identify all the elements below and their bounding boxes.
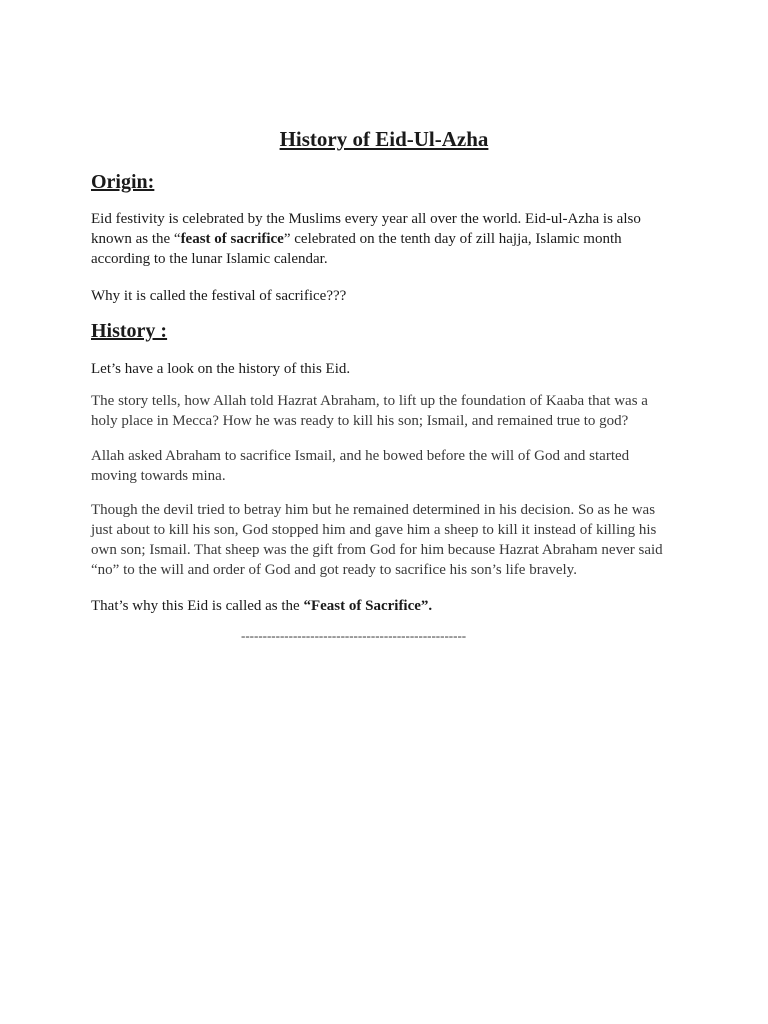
origin-heading: Origin: [91,171,155,193]
abraham-paragraph: Allah asked Abraham to sacrifice Ismail, and he bowed before the will of God and started moving towards mina. [91,448,630,484]
why-question-paragraph: Why it is called the festival of sacrifice??? [91,288,347,304]
devil-paragraph: Though the devil tried to betray him but he remained determined in his decision. So as he was just about to kill his son, God stopped him and gave him a sheep to kill it instead of killing his own son; Ismail. That sheep was the gift from God for him because Hazrat Abraham never said “no” to the will and order of God and got ready to sacrifice his son’s life bravely. [91,502,663,578]
conclusion-bold: “Feast of Sacrifice”. [303,598,433,614]
conclusion-text: That’s why this Eid is called as the [91,598,304,614]
feast-of-sacrifice-bold: feast of sacrifice [180,231,284,247]
origin-text-end: ” celebrated on the tenth day of zill hajja, Islamic month according to the lunar Islamic calendar. [91,231,622,267]
document-title: History of Eid-Ul-Azha [279,127,489,151]
origin-paragraph [91,209,671,269]
story-paragraph: The story tells, how Allah told Hazrat Abraham, to lift up the foundation of Kaaba that was a holy place in Mecca? How he was ready to kill his son; Ismail, and remained true to god? [91,393,648,429]
end-divider: ---------------------------------------------------- [241,628,467,643]
origin-text-start: Eid festivity is celebrated by the Muslims every year all over the world. Eid-ul-Azha is also known as the “ [91,211,641,247]
history-intro-paragraph: Let’s have a look on the history of this Eid. [91,361,351,377]
conclusion-paragraph [91,596,671,616]
history-heading: History : [91,320,168,342]
